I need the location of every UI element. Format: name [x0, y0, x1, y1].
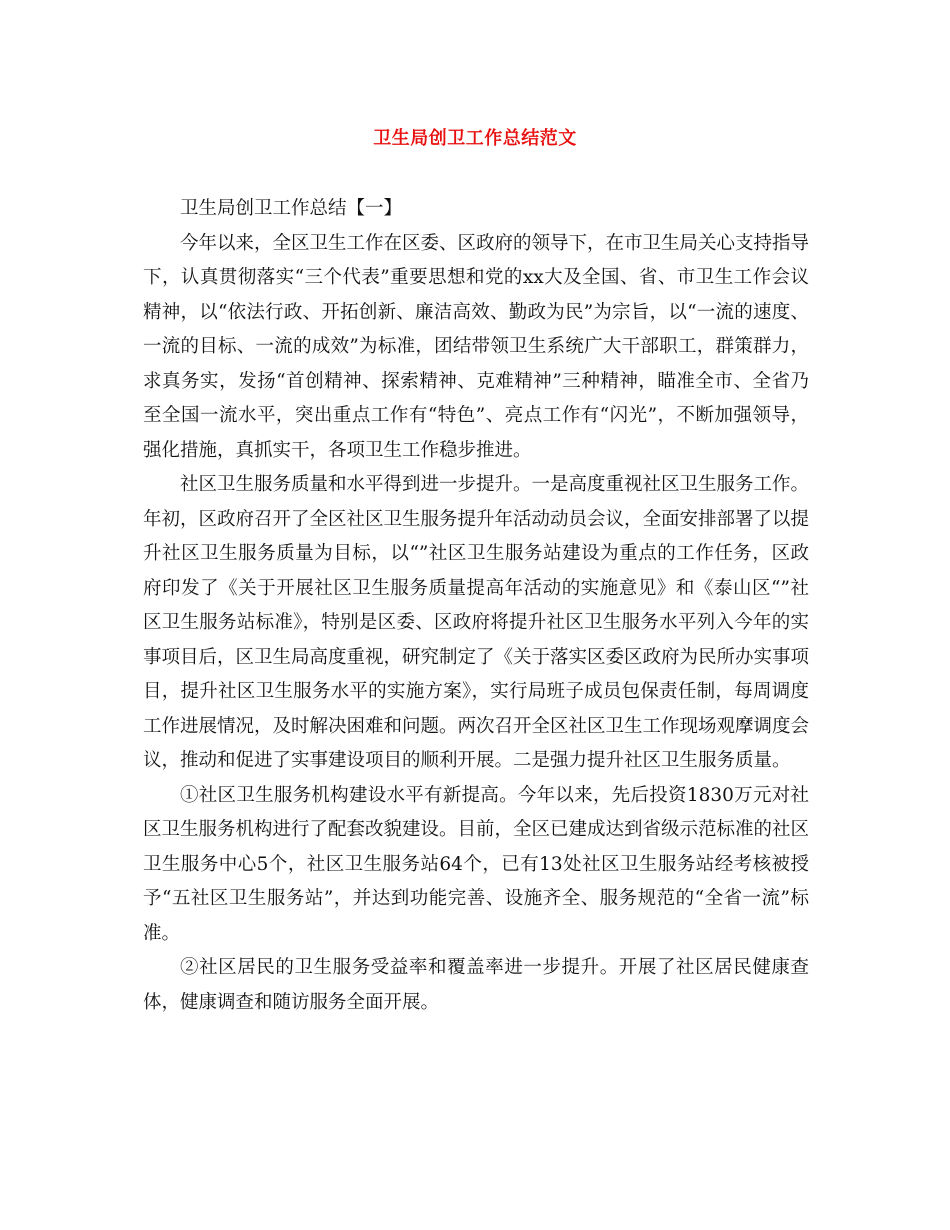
document-title: 卫生局创卫工作总结范文 — [373, 128, 577, 149]
paragraph-facility-construction: ①社区卫生服务机构建设水平有新提高。今年以来，先后投资1830万元对社区卫生服务机构进行了配套改貌建设。目前，全区已建成达到省级示范标准的社区卫生服务中心5个，社区卫生服务站64个，已有13处社区卫生服务站经考核被授予“五社区卫生服务站”，并达到功能完善、设施齐全、服务规范的“全省一流”标准。 — [143, 784, 810, 944]
paragraph-intro: 今年以来，全区卫生工作在区委、区政府的领导下，在市卫生局关心支持指导下，认真贯彻落实“三个代表”重要思想和党的xx大及全国、省、市卫生工作会议精神，以“依法行政、开拓创新、廉洁高效、勤政为民”为宗旨，以“一流的速度、一流的目标、一流的成效”为标准，团结带领卫生系统广大干部职工，群策群力，求真务实，发扬“首创精神、探索精神、克难精神”三种精神，瞄准全市、全省乃至全国一流水平，突出重点工作有“特色”、亮点工作有“闪光”，不断加强领导，强化措施，真抓实干，各项卫生工作稳步推进。 — [143, 232, 810, 461]
document-body — [143, 192, 809, 1020]
paragraph-community-service: 社区卫生服务质量和水平得到进一步提升。一是高度重视社区卫生服务工作。年初，区政府召开了全区社区卫生服务提升年活动动员会议，全面安排部署了以提升社区卫生服务质量为目标，以“”社区卫生服务站建设为重点的工作任务，区政府印发了《关于开展社区卫生服务质量提高年活动的实施意见》和《泰山区“”社区卫生服务站标准》，特别是区委、区政府将提升社区卫生服务水平列入今年的实事项目后，区卫生局高度重视，研究制定了《关于落实区委区政府为民所办实事项目，提升社区卫生服务水平的实施方案》，实行局班子成员包保责任制，每周调度工作进展情况，及时解决困难和问题。两次召开全区社区卫生工作现场观摩调度会议，推动和促进了实事建设项目的顺利开展。二是强力提升社区卫生服务质量。 — [143, 474, 810, 771]
paragraph-coverage: ②社区居民的卫生服务受益率和覆盖率进一步提升。开展了社区居民健康查体，健康调查和随访服务全面开展。 — [143, 957, 809, 1013]
section-heading: 卫生局创卫工作总结【一】 — [180, 198, 403, 219]
